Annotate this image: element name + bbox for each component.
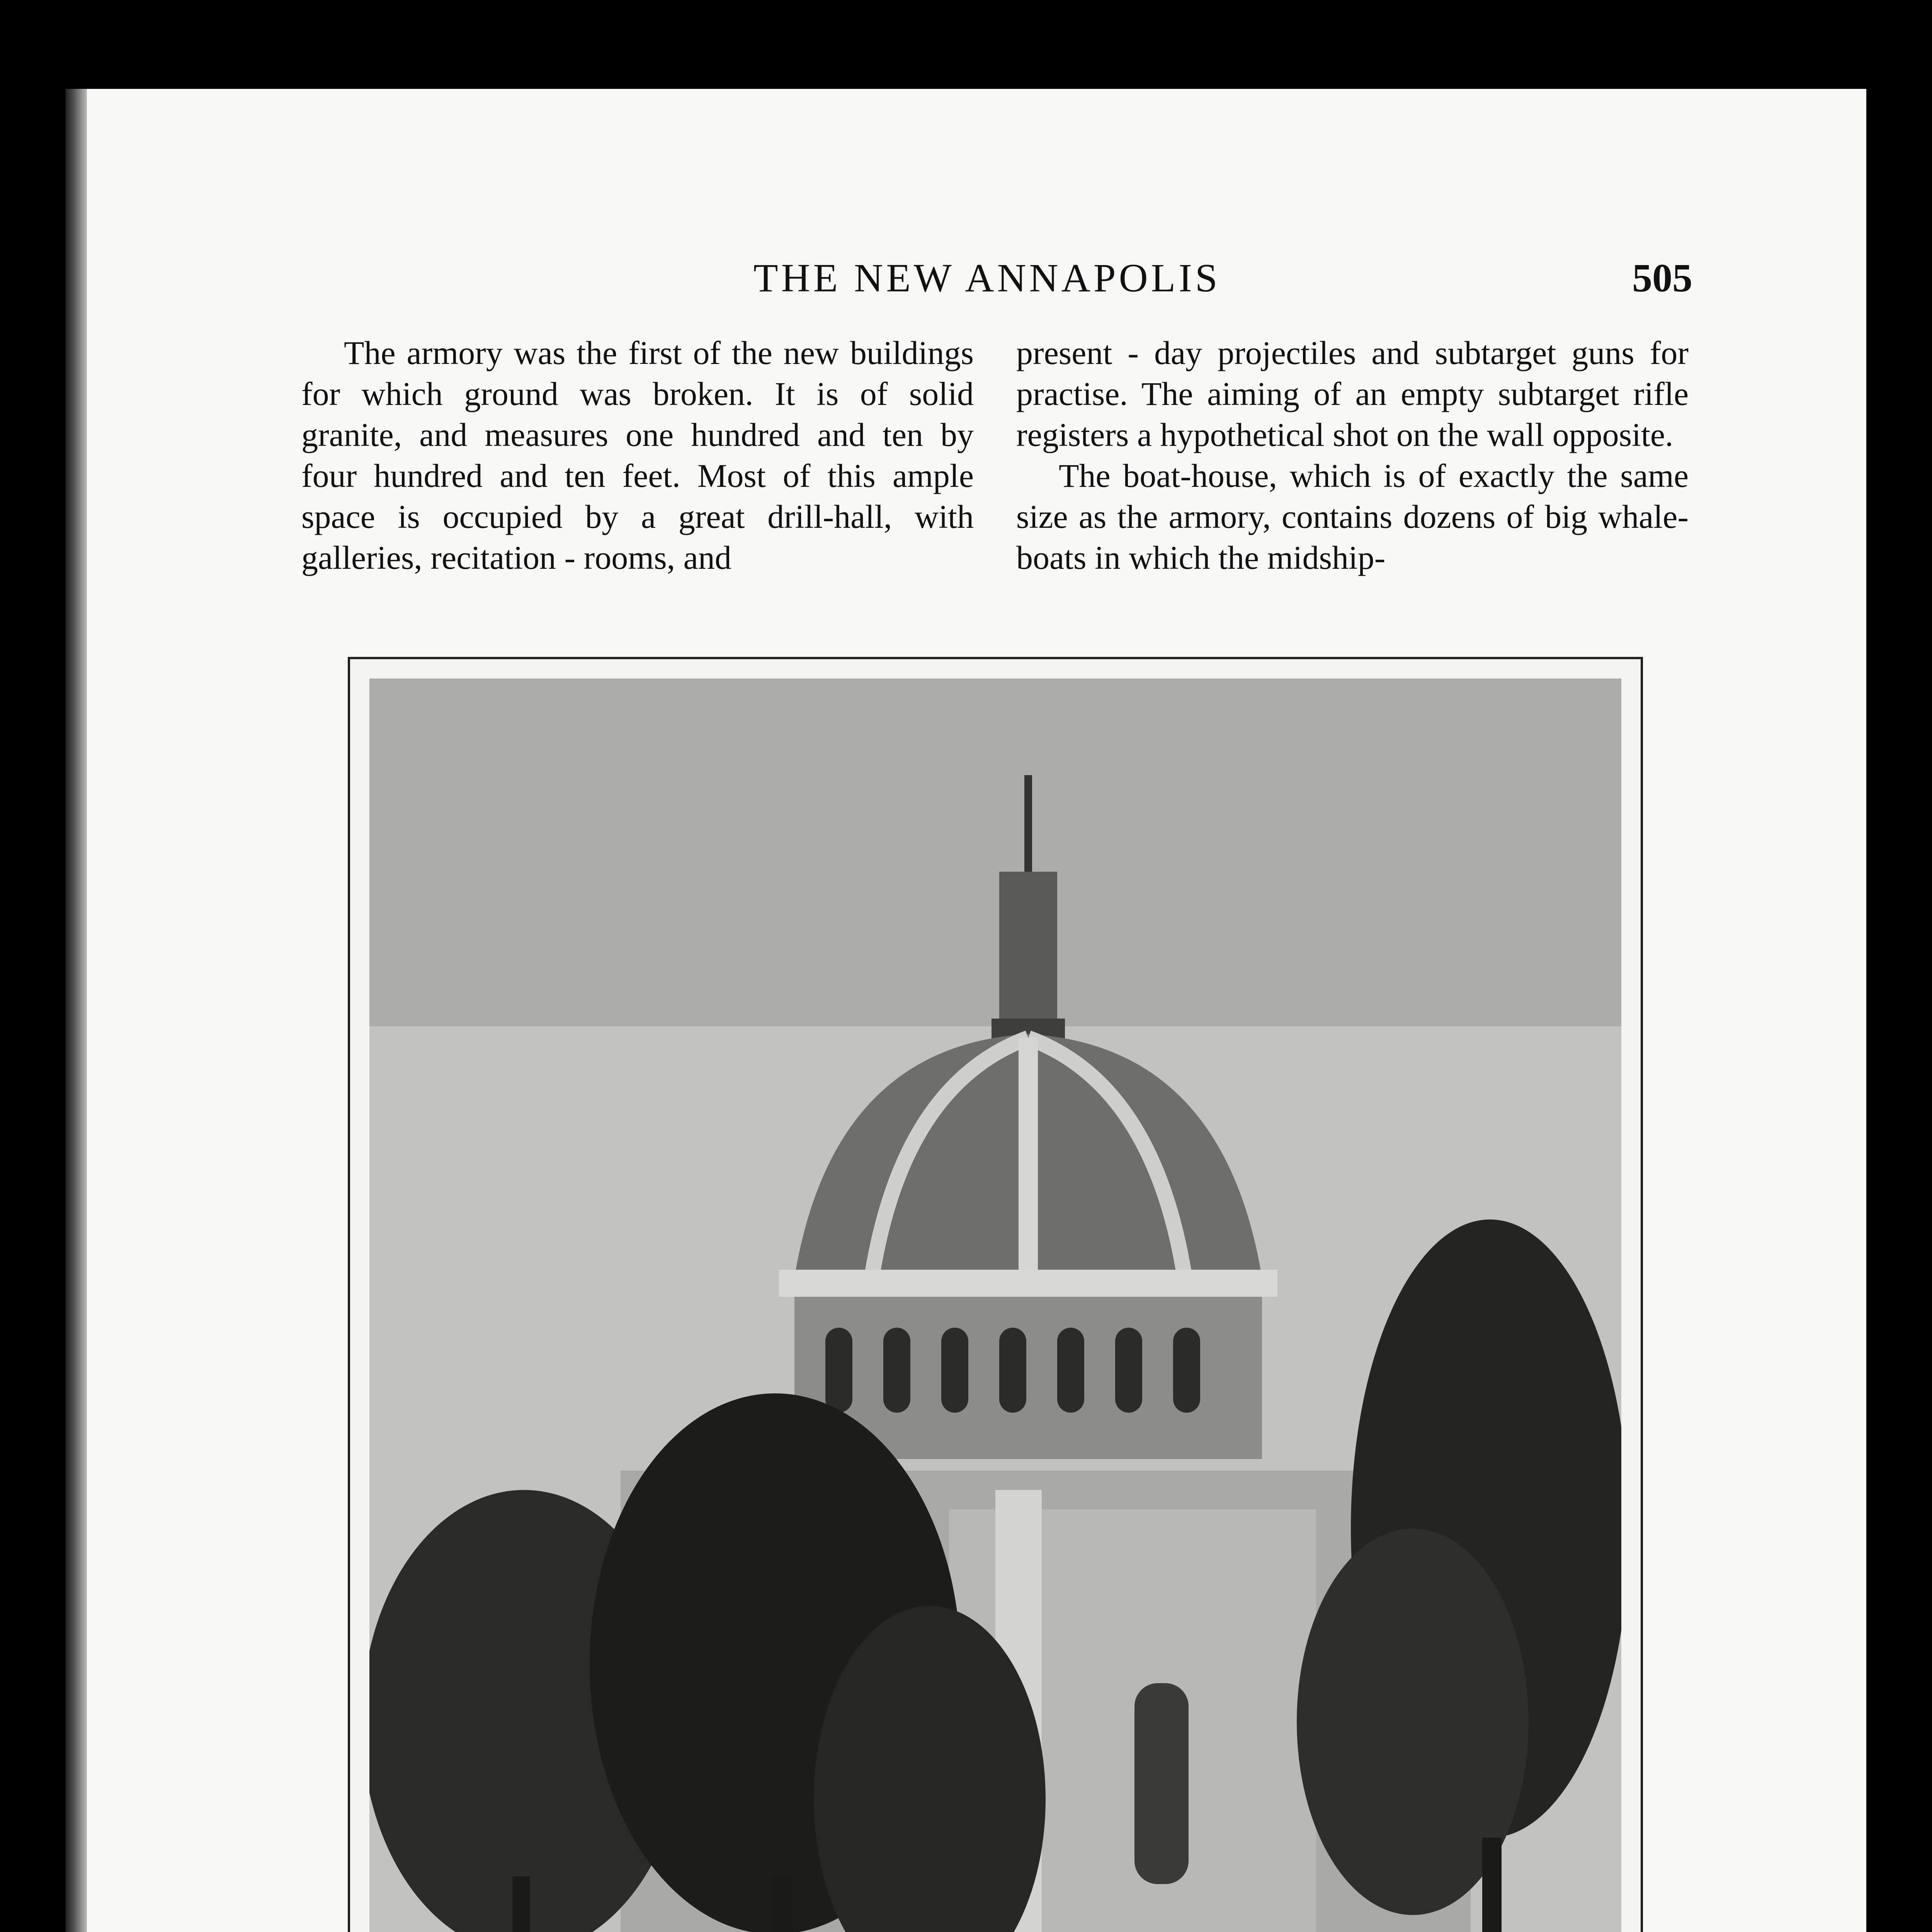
photo-frame (348, 657, 1643, 1932)
chapel-photograph (369, 679, 1621, 1932)
page-header (301, 255, 1692, 301)
column-right-top (1016, 332, 1689, 578)
paragraph: The armory was the first of the new buildings for which ground was broken. It is of solid granite, and measures one hundred and ten by four hundred and ten feet. Most of this ample space is occupied by a great drill-hall, with galleries, recitation - rooms, and (301, 334, 974, 576)
running-head: THE NEW ANNAPOLIS (753, 256, 1221, 300)
column-left-top (301, 332, 974, 578)
binding-shadow (66, 89, 87, 1932)
paragraph: present - day projectiles and subtarget guns for practise. The aiming of an empty subtarget rifle registers a hypothetical shot on the wall opposite. (1016, 334, 1689, 453)
page-number: 505 (1632, 256, 1692, 300)
paragraph: The boat-house, which is of exactly the same size as the armory, contains dozens of big whale-boats in which the midship- (1016, 457, 1689, 576)
chapel-illustration (369, 679, 1621, 1932)
